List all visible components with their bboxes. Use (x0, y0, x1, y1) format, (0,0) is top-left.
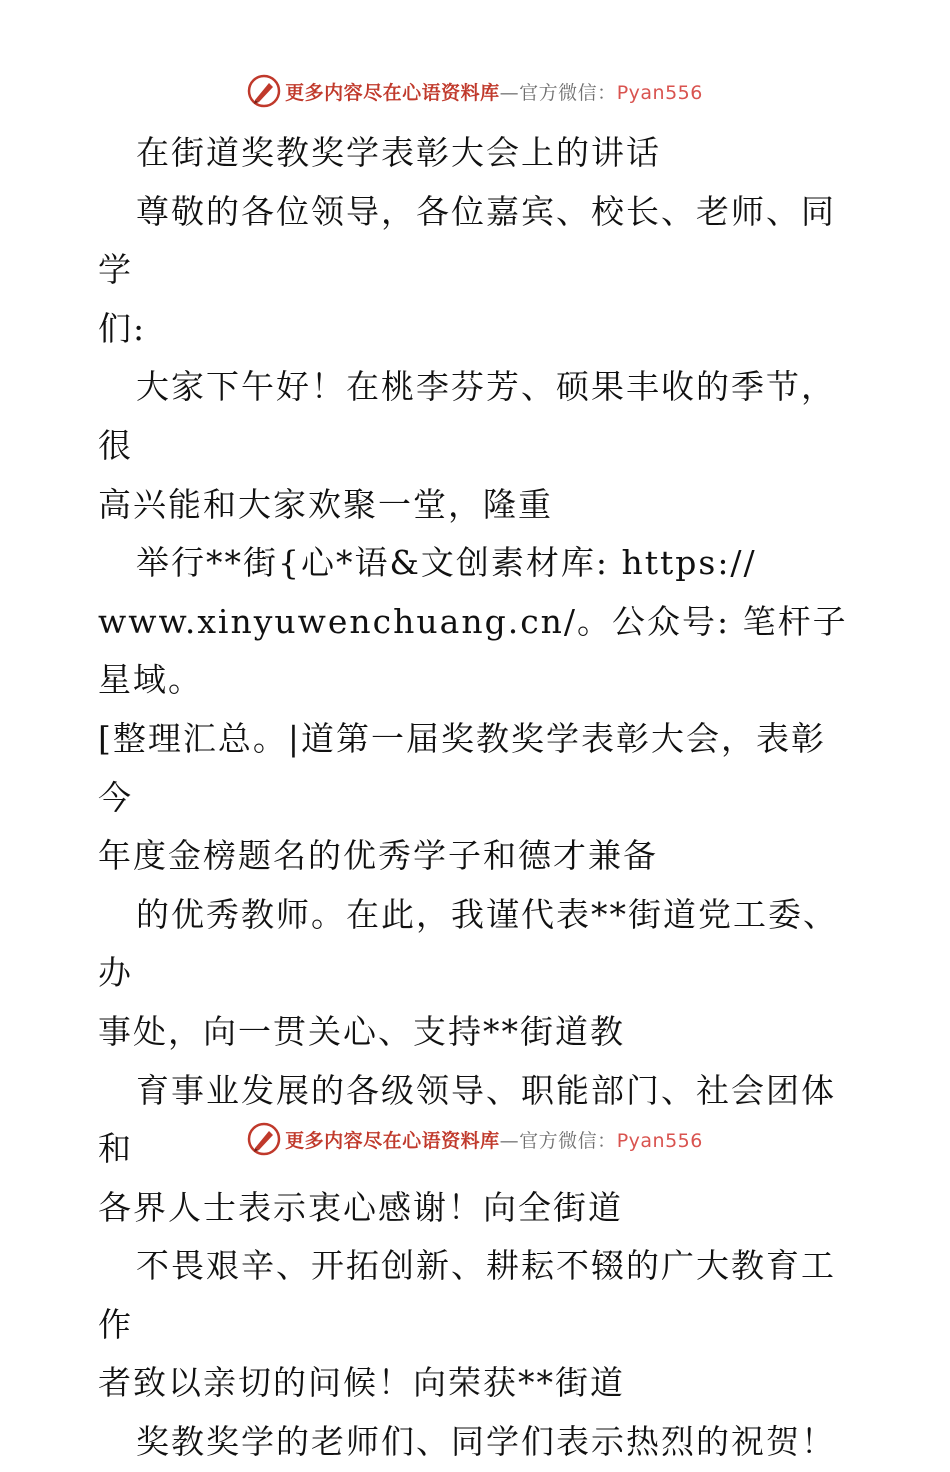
banner-label: 官方微信： (519, 1129, 617, 1152)
text-line: 尊敬的各位领导，各位嘉宾、校长、老师、同学 (98, 191, 836, 290)
header-banner (0, 71, 950, 111)
banner-main-text: 更多内容尽在心语资料库 (285, 1129, 500, 1152)
text-line: [整理汇总。|道第一届奖教奖学表彰大会，表彰今 (98, 718, 826, 817)
banner-text (285, 78, 703, 105)
text-line: 事处，向一贯关心、支持**街道教 (98, 1011, 625, 1051)
pen-logo-icon (247, 1122, 281, 1156)
document-body (98, 124, 850, 1472)
banner-separator: — (499, 1129, 520, 1152)
banner-label: 官方微信： (519, 81, 617, 104)
text-line: 育事业发展的各级领导、职能部门、社会团体和 (98, 1070, 836, 1169)
text-line: 的优秀教师。在此，我谨代表**街道党工委、办 (98, 894, 838, 993)
text-line: 大家下午好！在桃李芬芳、硕果丰收的季节，很 (98, 367, 836, 465)
text-line: www.xinyuwenchuang.cn/。公众号: 笔杆子星域。 (98, 601, 848, 700)
banner-id: Pyan556 (616, 1129, 703, 1152)
footer-banner (0, 1119, 950, 1159)
pen-logo-icon (247, 74, 281, 108)
text-line: 高兴能和大家欢聚一堂，隆重 (98, 484, 553, 524)
banner-text (285, 1126, 703, 1153)
text-line: 举行**街{心*语&文创素材库: https:// (136, 543, 757, 583)
text-line: 者致以亲切的问候！向荣获**街道 (98, 1363, 625, 1403)
document-title: 在街道奖教奖学表彰大会上的讲话 (136, 133, 661, 172)
text-line: 奖教奖学的老师们、同学们表示热烈的祝贺！ (136, 1422, 836, 1462)
banner-main-text: 更多内容尽在心语资料库 (285, 81, 500, 104)
text-line: 年度金榜题名的优秀学子和德才兼备 (98, 836, 658, 876)
text-line: 各界人士表示衷心感谢！向全街道 (98, 1187, 623, 1227)
text-line: 们: (98, 308, 147, 348)
banner-separator: — (499, 81, 520, 104)
banner-id: Pyan556 (616, 81, 703, 104)
text-line: 不畏艰辛、开拓创新、耕耘不辍的广大教育工作 (98, 1246, 836, 1344)
